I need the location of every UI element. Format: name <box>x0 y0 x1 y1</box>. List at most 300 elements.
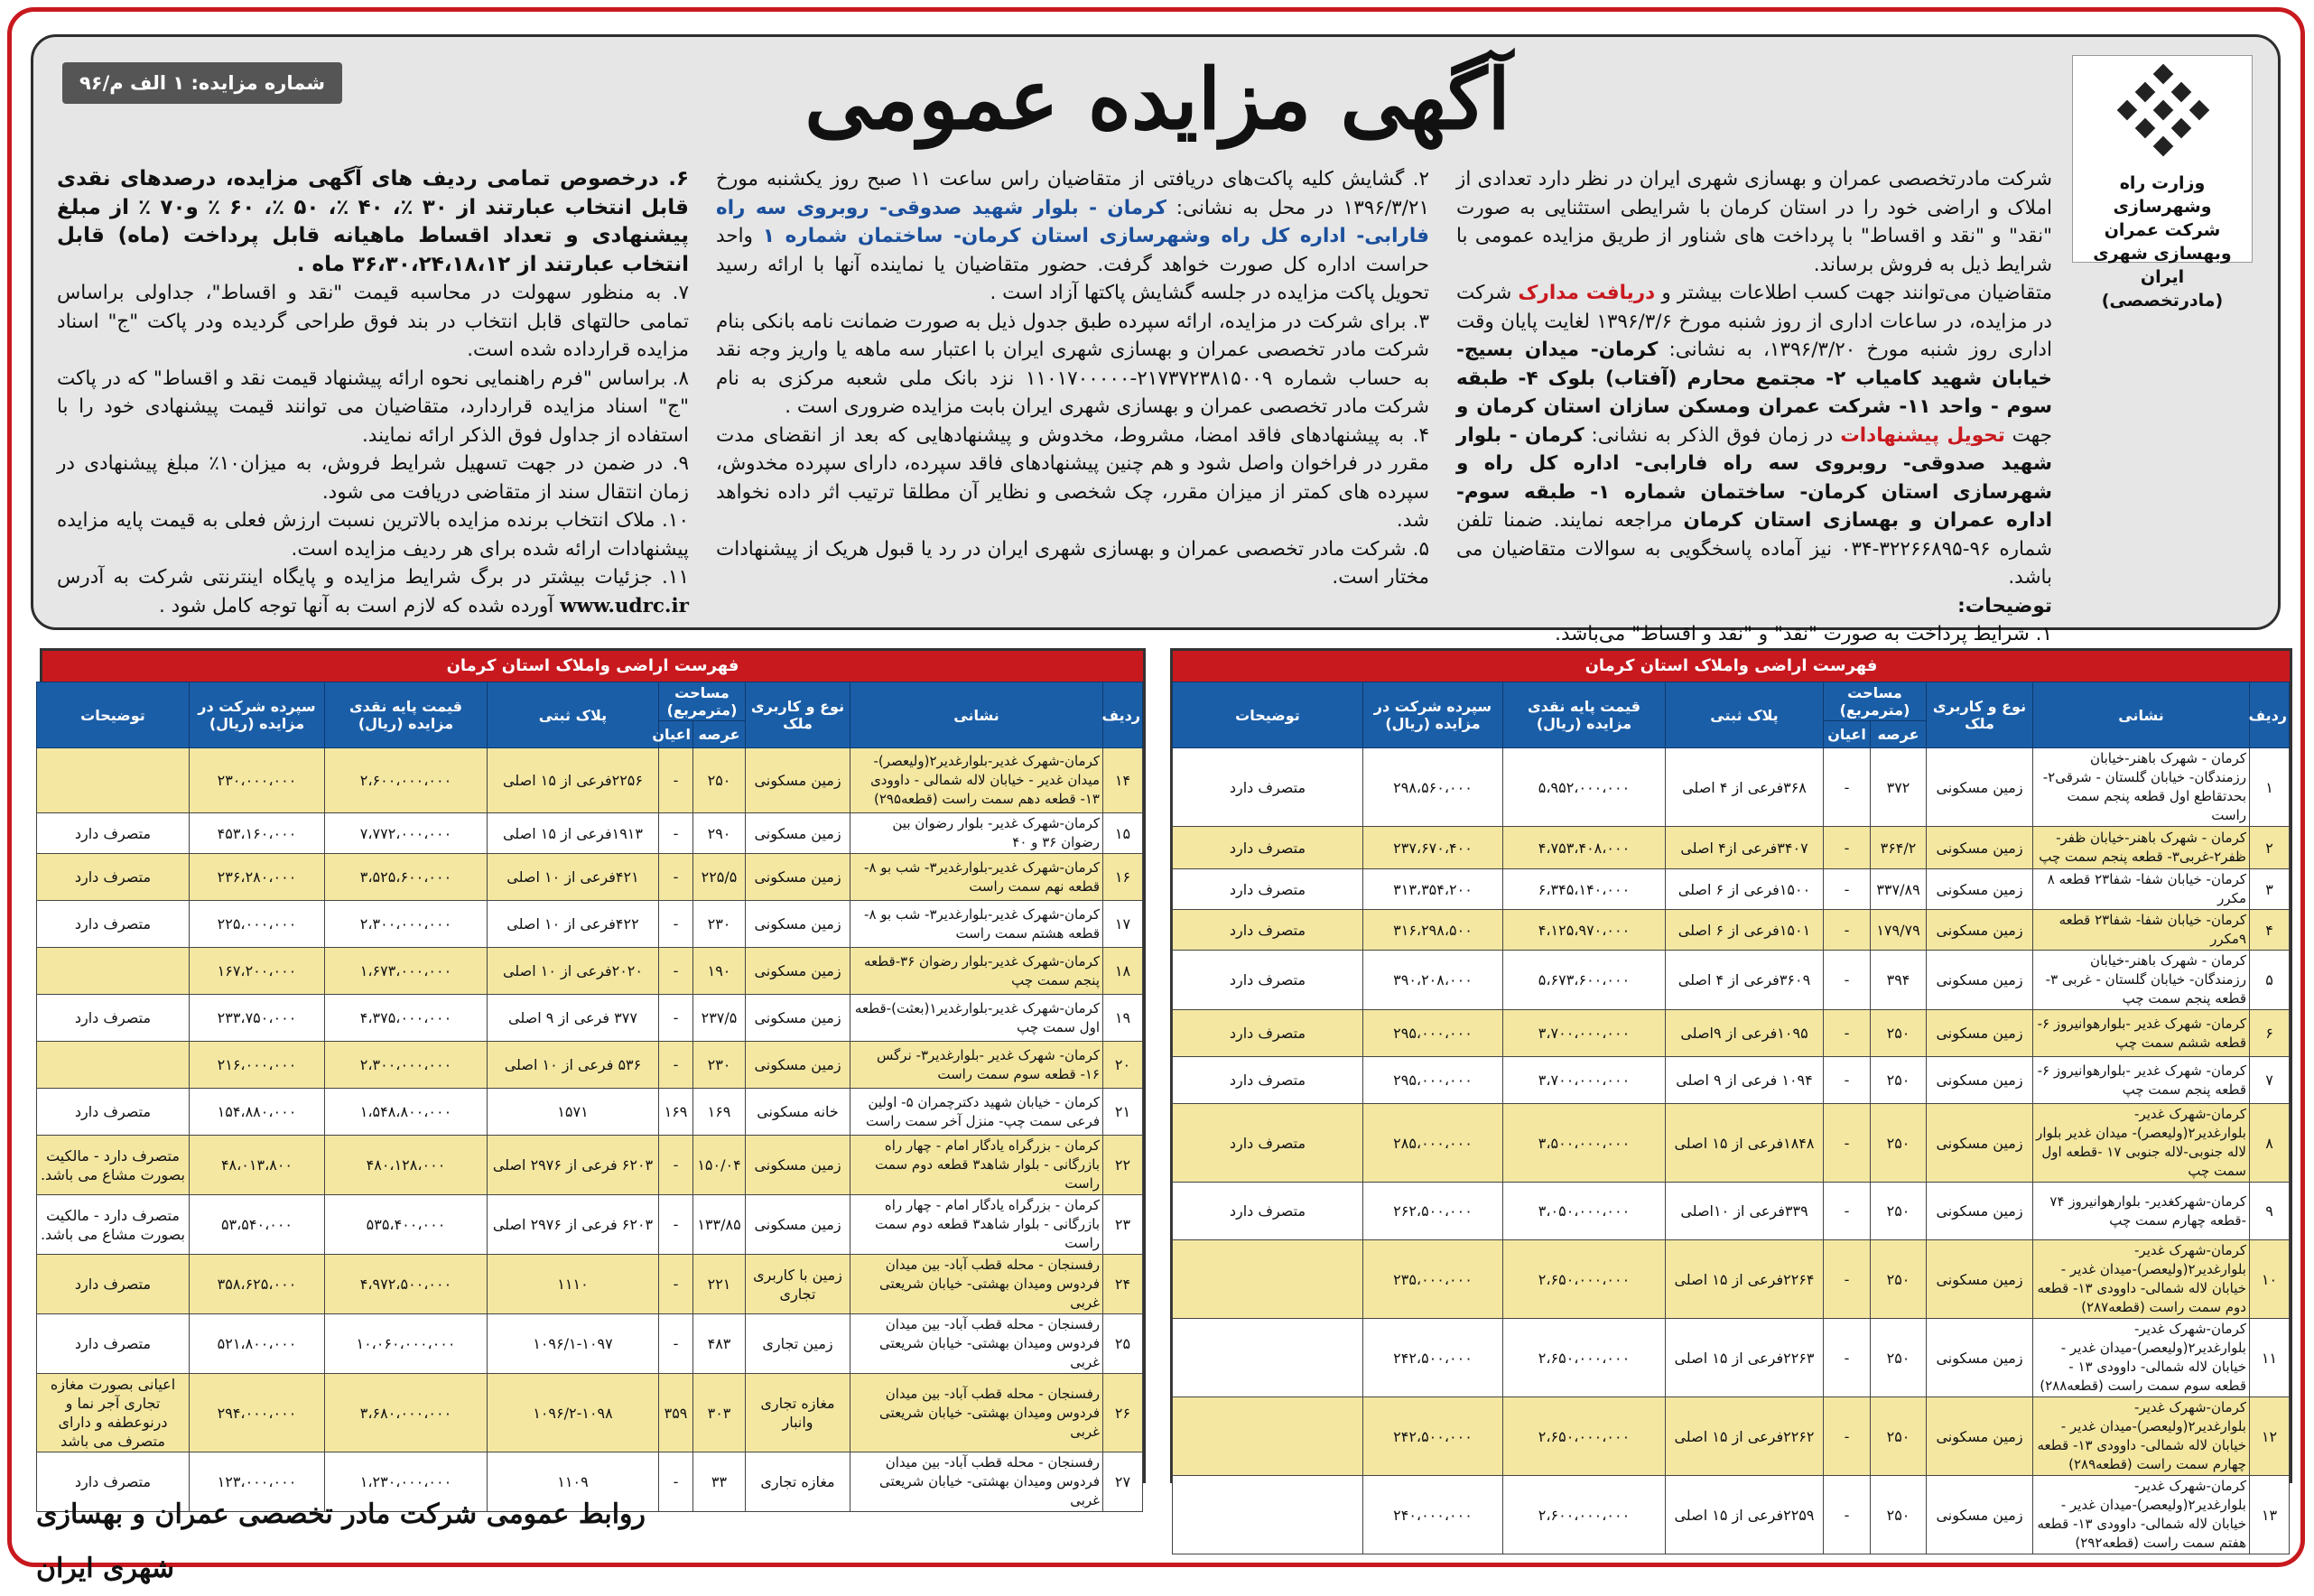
row-plaque: ۴۲۲فرعی از ۱۰ اصلی <box>487 901 658 948</box>
logo-line-2: شرکت عمران وبهسازی شهری ایران <box>2093 220 2232 287</box>
row-type: زمین مسکونی <box>746 901 850 948</box>
row-deposit: ۱۵۴،۸۸۰،۰۰۰ <box>189 1089 324 1136</box>
property-table-left <box>40 648 1146 1508</box>
row-deposit: ۲۸۵،۰۰۰،۰۰۰ <box>1362 1104 1502 1183</box>
table-row <box>1172 1319 2289 1397</box>
table-row <box>1172 910 2289 951</box>
row-plaque: ۴۲۱فرعی از ۱۰ اصلی <box>487 854 658 901</box>
row-deposit: ۲۳۶،۲۸۰،۰۰۰ <box>189 854 324 901</box>
table-row <box>1172 827 2289 869</box>
table-row <box>1172 1240 2289 1319</box>
row-number: ۱۰ <box>2250 1240 2290 1319</box>
note-1: ۱. شرایط پرداخت به صورت "نقد" و "نقد و اقساط" می‌باشد. <box>1555 623 2052 645</box>
row-number: ۵ <box>2250 951 2290 1010</box>
row-notes: متصرف دارد <box>1172 951 1362 1010</box>
row-base-price: ۳،۷۰۰،۰۰۰،۰۰۰ <box>1502 1057 1665 1104</box>
note-9: ۹. در ضمن در جهت تسهیل شرایط فروش، به میزان۱۰٪ مبلغ پیشنهادی در زمان انتقال سند از متقاضی دریافت می شود. <box>57 452 689 504</box>
row-type: مغازه تجاری <box>746 1452 850 1512</box>
row-plaque: ۱۱۱۰ <box>487 1255 658 1314</box>
row-area-building: - <box>1823 1319 1870 1397</box>
row-area-land: ۲۵۰ <box>1871 1183 1927 1240</box>
row-number: ۱۳ <box>2250 1476 2290 1554</box>
row-address: کرمان-شهرک غدیر-بلوارغدیر۲(ولیعصر)-میدان غدیر - خیابان لاله شمالی- داوودی ۱۳- قطعه چهارم سمت راست (قطعه۲۸۹) <box>2033 1397 2250 1476</box>
table-row <box>36 995 1142 1042</box>
note-6: ۶. درخصوص تمامی ردیف های آگهی مزایده، درصدهای نقدی قابل انتخاب عبارتند از ۳۰ ٪، ۴۰ ٪، ۵۰ ٪، ۶۰ ٪ و۷۰ ٪ از مبلغ پیشنهادی و تعداد اقساط ماهیانه قابل پرداخت (ماه) قابل انتخاب عبارتند از ۳۶،۳۰،۲۴،۱۸،۱۲ ماه . <box>57 167 689 276</box>
row-base-price: ۳،۶۸۰،۰۰۰،۰۰۰ <box>324 1374 487 1452</box>
row-area-building: - <box>1823 910 1870 951</box>
row-deposit: ۲۹۵،۰۰۰،۰۰۰ <box>1362 1057 1502 1104</box>
row-number: ۸ <box>2250 1104 2290 1183</box>
row-base-price: ۴،۱۲۵،۹۷۰،۰۰۰ <box>1502 910 1665 951</box>
row-area-building: - <box>1823 869 1870 910</box>
row-area-building: - <box>1823 1057 1870 1104</box>
intro-paragraph: شرکت مادرتخصصی عمران و بهسازی شهری ایران در نظر دارد تعدادی از املاک و اراضی خود را در استان کرمان با شرایطی استثنایی به صورت "نقد" و "نقد و اقساط" با پرداخت های شناور از طریق مزایده عمومی با شرایط ذیل به فروش برساند. <box>1456 168 2052 276</box>
row-area-building: - <box>658 995 692 1042</box>
row-type: زمین مسکونی <box>746 1042 850 1089</box>
row-plaque: ۵۳۶ فرعی از ۱۰ اصلی <box>487 1042 658 1089</box>
logo-line-1: وزارت راه وشهرسازی <box>2113 173 2212 217</box>
table-row <box>1172 1183 2289 1240</box>
header-area-building: اعیان <box>1823 721 1870 748</box>
auction-number-badge: شماره مزایده: ۱ الف م/۹۶ <box>62 62 342 104</box>
row-address: کرمان- شهرک غدیر -بلوارهوانیروز ۶-قطعه پنجم سمت چپ <box>2033 1057 2250 1104</box>
row-plaque: ۲۲۶۴فرعی از ۱۵ اصلی <box>1665 1240 1823 1319</box>
row-notes: متصرف دارد <box>1172 1057 1362 1104</box>
row-notes: اعیانی بصورت مغازه تجاری آجر نما و درنوعطفه و دارای متصرف می باشد <box>36 1374 189 1452</box>
header-area-land: عرصه <box>1871 721 1927 748</box>
note-4: ۴. به پیشنهادهای فاقد امضا، مشروط، مخدوش و پیشنهادهایی که بعد از انقضای مدت مقرر در فراخوان واصل شود و هم چنین پیشنهادهای فاقد سپرده، دارای سپرده مخدوش، سپرده های کمتر از میزان مقرر، چک شخصی و نظایر آن مطلقا ترتیب اثر داده نخواهد شد. <box>716 423 1429 532</box>
table-row <box>1172 1476 2289 1554</box>
table-row <box>1172 748 2289 827</box>
row-notes: متصرف دارد <box>36 854 189 901</box>
row-type: زمین مسکونی <box>746 948 850 995</box>
row-area-building: - <box>658 1195 692 1255</box>
row-deposit: ۵۳،۵۴۰،۰۰۰ <box>189 1195 324 1255</box>
row-number: ۱۴ <box>1103 748 1143 813</box>
row-area-land: ۲۲۵/۵ <box>693 854 746 901</box>
row-notes: متصرف دارد <box>1172 827 1362 869</box>
header-base-price: قیمت پایه نقدی مزایده (ریال) <box>1502 682 1665 748</box>
row-type: زمین مسکونی <box>1927 1057 2033 1104</box>
row-area-land: ۲۵۰ <box>693 748 746 813</box>
row-type: زمین مسکونی <box>1927 1240 2033 1319</box>
row-area-building: - <box>658 1452 692 1512</box>
note-10: ۱۰. ملاک انتخاب برنده مزایده بالاترین نسبت ارزش فعلی به قیمت پایه مزایده پیشنهادات ارائه شده برای هر ردیف مزایده است. <box>57 509 689 561</box>
row-type: زمین مسکونی <box>1927 1183 2033 1240</box>
row-deposit: ۲۴۰،۰۰۰،۰۰۰ <box>1362 1476 1502 1554</box>
row-address: کرمان - شهرک باهنر-خیابان ظفر-ظفر۲-غربی۳- قطعه پنجم سمت چپ <box>2033 827 2250 869</box>
row-number: ۷ <box>2250 1057 2290 1104</box>
row-plaque: ۳۷۷ فرعی از ۹ اصلی <box>487 995 658 1042</box>
row-deposit: ۴۸،۰۱۳،۸۰۰ <box>189 1136 324 1195</box>
row-plaque: ۱۰۹۵فرعی از ۹اصلی <box>1665 1010 1823 1057</box>
row-area-building: - <box>658 901 692 948</box>
row-address: کرمان - بزرگراه یادگار امام - چهار راه بازرگانی - بلوار شاهد۳ قطعه دوم سمت راست <box>850 1136 1103 1195</box>
table-row <box>36 748 1142 813</box>
row-plaque: ۱۵۰۱فرعی از ۶ اصلی <box>1665 910 1823 951</box>
row-address: کرمان- شهرک غدیر -بلوارهوانیروز ۶-قطعه ششم سمت چپ <box>2033 1010 2250 1057</box>
row-address: کرمان- خیابان شفا- شفا۲۳ قطعه ۸ مکرر <box>2033 869 2250 910</box>
row-area-building: - <box>658 854 692 901</box>
row-area-building: - <box>658 1255 692 1314</box>
row-base-price: ۳،۷۰۰،۰۰۰،۰۰۰ <box>1502 1010 1665 1057</box>
row-type: زمین مسکونی <box>1927 1319 2033 1397</box>
row-address: کرمان - شهرک باهنر-خیابان رزمندگان- خیابان گلستان - غربی ۳- قطعه پنجم سمت چپ <box>2033 951 2250 1010</box>
row-notes <box>1172 1397 1362 1476</box>
row-area-land: ۲۳۰ <box>693 1042 746 1089</box>
row-area-land: ۳۰۳ <box>693 1374 746 1452</box>
row-base-price: ۲،۶۰۰،۰۰۰،۰۰۰ <box>324 748 487 813</box>
header-address: نشانی <box>850 682 1103 748</box>
note-2: ۲. گشایش کلیه پاکت‌های دریافتی از متقاضیان راس ساعت ۱۱ صبح روز یکشنبه مورخ ۱۳۹۶/۳/۲۱ در محل به نشانی: کرمان - بلوار شهید صدوقی- روبروی سه راه فارابی- اداره کل راه وشهرسازی استان کرمان- ساختمان شماره ۱ واحد حراست اداره کل صورت خواهد گرفت. حضور متقاضیان یا نماینده آنها با ارائه رسید تحویل پاکت مزایده در جلسه گشایش پاکتها آزاد است . <box>716 168 1429 304</box>
row-base-price: ۲،۳۰۰،۰۰۰،۰۰۰ <box>324 1042 487 1089</box>
header-deposit: سپرده شرکت در مزایده (ریال) <box>189 682 324 748</box>
row-base-price: ۴۸۰،۱۲۸،۰۰۰ <box>324 1136 487 1195</box>
row-type: زمین با کاربری تجاری <box>746 1255 850 1314</box>
table-row <box>36 1195 1142 1255</box>
row-base-price: ۳،۰۵۰،۰۰۰،۰۰۰ <box>1502 1183 1665 1240</box>
header-type: نوع و کاربری ملک <box>746 682 850 748</box>
table-row <box>36 948 1142 995</box>
row-plaque: ۳۳۹فرعی از ۱۰اصلی <box>1665 1183 1823 1240</box>
row-type: زمین مسکونی <box>1927 748 2033 827</box>
row-notes: متصرف دارد <box>1172 748 1362 827</box>
row-deposit: ۲۴۲،۵۰۰،۰۰۰ <box>1362 1319 1502 1397</box>
row-deposit: ۴۵۳،۱۶۰،۰۰۰ <box>189 813 324 854</box>
row-area-land: ۲۵۰ <box>1871 1104 1927 1183</box>
row-deposit: ۳۱۶،۲۹۸،۵۰۰ <box>1362 910 1502 951</box>
row-number: ۶ <box>2250 1010 2290 1057</box>
ministry-logo <box>2072 55 2253 311</box>
row-address: رفسنجان - محله قطب آباد- بین میدان فردوس ومیدان بهشتی- خیابان شریعتی غربی <box>850 1314 1103 1374</box>
row-deposit: ۲۹۸،۵۶۰،۰۰۰ <box>1362 748 1502 827</box>
row-area-building: - <box>1823 1476 1870 1554</box>
table-caption: فهرست اراضی واملاک استان کرمان <box>42 651 1143 682</box>
row-type: زمین مسکونی <box>1927 869 2033 910</box>
row-deposit: ۲۲۵،۰۰۰،۰۰۰ <box>189 901 324 948</box>
row-notes: متصرف دارد <box>36 1452 189 1512</box>
table-row <box>36 1255 1142 1314</box>
property-table <box>1172 682 2290 1554</box>
row-area-land: ۲۲۱ <box>693 1255 746 1314</box>
row-number: ۲۵ <box>1103 1314 1143 1374</box>
property-table <box>36 682 1143 1512</box>
row-address: کرمان-شهرکغدیر- بلوارهوانیروز ۷۴ -قطعه چهارم سمت چپ <box>2033 1183 2250 1240</box>
row-deposit: ۵۲۱،۸۰۰،۰۰۰ <box>189 1314 324 1374</box>
row-plaque: ۶۲۰۳ فرعی از ۲۹۷۶ اصلی <box>487 1136 658 1195</box>
row-plaque: ۲۲۶۳فرعی از ۱۵ اصلی <box>1665 1319 1823 1397</box>
row-address: کرمان-شهرک غدیر-بلوارغدیر۲(ولیعصر)-میدان غدیر - خیابان لاله شمالی- داوودی ۱۳- قطعه هفتم سمت راست (قطعه۲۹۲) <box>2033 1476 2250 1554</box>
row-number: ۲۶ <box>1103 1374 1143 1452</box>
row-type: خانه مسکونی <box>746 1089 850 1136</box>
row-area-land: ۲۳۰ <box>693 901 746 948</box>
row-type: زمین مسکونی <box>746 854 850 901</box>
row-type: زمین تجاری <box>746 1314 850 1374</box>
row-address: کرمان- شهرک غدیر -بلوارغدیر۳- نرگس ۱۶- قطعه سوم سمت راست <box>850 1042 1103 1089</box>
row-number: ۲۰ <box>1103 1042 1143 1089</box>
table-row <box>1172 1104 2289 1183</box>
row-notes <box>1172 1319 1362 1397</box>
table-row <box>36 854 1142 901</box>
property-table-right <box>1170 648 2292 1551</box>
row-address: رفسنجان - محله قطب آباد- بین میدان فردوس ومیدان بهشتی- خیابان شریعتی غربی <box>850 1255 1103 1314</box>
row-area-land: ۱۵۰/۰۴ <box>693 1136 746 1195</box>
row-address: کرمان - بزرگراه یادگار امام - چهار راه بازرگانی - بلوار شاهد۳ قطعه دوم سمت راست <box>850 1195 1103 1255</box>
row-number: ۲۷ <box>1103 1452 1143 1512</box>
table-row <box>36 1374 1142 1452</box>
row-address: کرمان - شهرک باهنر-خیابان رزمندگان- خیابان گلستان - شرقی۲- بحدتقاطع اول قطعه پنجم سمت راست <box>2033 748 2250 827</box>
row-area-building: - <box>1823 1240 1870 1319</box>
row-address: کرمان-شهرک غدیر-بلوارغدیر۳- شب بو ۸-قطعه هشتم سمت راست <box>850 901 1103 948</box>
logo-line-3: (مادرتخصصی) <box>2101 291 2224 311</box>
row-notes <box>36 748 189 813</box>
announcement-panel <box>31 34 2281 645</box>
row-notes: متصرف دارد <box>36 995 189 1042</box>
row-notes: متصرف دارد <box>1172 910 1362 951</box>
table-row <box>1172 1397 2289 1476</box>
row-base-price: ۲،۶۵۰،۰۰۰،۰۰۰ <box>1502 1319 1665 1397</box>
row-address: کرمان-شهرک غدیر-بلوارغدیر۲(ولیعصر)-میدان غدیر - خیابان لاله شمالی - داوودی ۱۳- قطعه دهم سمت راست (قطعه۲۹۵) <box>850 748 1103 813</box>
page-title: آگهی مزایده عمومی <box>804 51 1510 148</box>
row-area-land: ۱۷۹/۷۹ <box>1871 910 1927 951</box>
row-base-price: ۱،۵۴۸،۸۰۰،۰۰۰ <box>324 1089 487 1136</box>
header-deposit: سپرده شرکت در مزایده (ریال) <box>1362 682 1502 748</box>
row-plaque: ۱۰۹۴ فرعی از ۹ اصلی <box>1665 1057 1823 1104</box>
row-area-land: ۲۵۰ <box>1871 1476 1927 1554</box>
row-deposit: ۱۲۳،۰۰۰،۰۰۰ <box>189 1452 324 1512</box>
table-caption: فهرست اراضی واملاک استان کرمان <box>1173 651 2290 682</box>
row-type: زمین مسکونی <box>1927 1104 2033 1183</box>
row-area-land: ۲۵۰ <box>1871 1397 1927 1476</box>
row-deposit: ۲۳۷،۶۷۰،۴۰۰ <box>1362 827 1502 869</box>
header-notes: توضیحات <box>1172 682 1362 748</box>
row-plaque: ۲۲۵۹فرعی از ۱۵ اصلی <box>1665 1476 1823 1554</box>
row-address: رفسنجان - محله قطب آباد- بین میدان فردوس ومیدان بهشتی- خیابان شریعتی غربی <box>850 1452 1103 1512</box>
row-notes: متصرف دارد - مالکیت بصورت مشاع می باشد. <box>36 1195 189 1255</box>
note-8: ۸. براساس "فرم راهنمایی نحوه ارائه پیشنهاد قیمت نقد و اقساط" که در پاکت "ج" اسناد مزایده قراردارد، متقاضیان می توانند قیمت پیشنهادی خود را با استفاده از جداول فوق الذکر ارائه نمایند. <box>57 367 689 447</box>
header-plaque: پلاک ثبتی <box>487 682 658 748</box>
row-type: زمین مسکونی <box>1927 1397 2033 1476</box>
row-area-land: ۱۳۳/۸۵ <box>693 1195 746 1255</box>
row-area-land: ۳۳۷/۸۹ <box>1871 869 1927 910</box>
row-area-land: ۲۵۰ <box>1871 1010 1927 1057</box>
row-plaque: ۱۵۷۱ <box>487 1089 658 1136</box>
header-area-building: اعیان <box>658 721 692 748</box>
row-area-land: ۲۵۰ <box>1871 1057 1927 1104</box>
row-area-building: - <box>658 948 692 995</box>
row-notes <box>1172 1240 1362 1319</box>
row-number: ۱۲ <box>2250 1397 2290 1476</box>
row-notes: متصرف دارد <box>36 813 189 854</box>
row-base-price: ۱،۶۷۳،۰۰۰،۰۰۰ <box>324 948 487 995</box>
row-deposit: ۳۹۰،۲۰۸،۰۰۰ <box>1362 951 1502 1010</box>
row-number: ۹ <box>2250 1183 2290 1240</box>
row-base-price: ۳،۵۰۰،۰۰۰،۰۰۰ <box>1502 1104 1665 1183</box>
row-number: ۲۱ <box>1103 1089 1143 1136</box>
row-notes <box>1172 1476 1362 1554</box>
row-area-land: ۲۹۰ <box>693 813 746 854</box>
row-area-building: - <box>658 1314 692 1374</box>
row-plaque: ۶۲۰۳ فرعی از ۲۹۷۶ اصلی <box>487 1195 658 1255</box>
row-base-price: ۴،۳۷۵،۰۰۰،۰۰۰ <box>324 995 487 1042</box>
header-address: نشانی <box>2033 682 2250 748</box>
row-address: کرمان-شهرک غدیر-بلوارغدیر۳- شب بو ۸-قطعه نهم سمت راست <box>850 854 1103 901</box>
row-plaque: ۱۸۴۸فرعی از ۱۵ اصلی <box>1665 1104 1823 1183</box>
row-plaque: ۲۲۵۶فرعی از ۱۵ اصلی <box>487 748 658 813</box>
row-base-price: ۵۳۵،۴۰۰،۰۰۰ <box>324 1195 487 1255</box>
row-number: ۱ <box>2250 748 2290 827</box>
row-area-building: - <box>1823 827 1870 869</box>
row-type: مغازه تجاری وانبار <box>746 1374 850 1452</box>
row-area-land: ۲۵۰ <box>1871 1240 1927 1319</box>
row-area-building: - <box>1823 1104 1870 1183</box>
text-column-2 <box>716 165 1429 592</box>
documents-paragraph: متقاضیان می‌توانند جهت کسب اطلاعات بیشتر و دریافت مدارک شرکت در مزایده، در ساعات اداری از روز شنبه مورخ ۱۳۹۶/۳/۶ لغایت پایان وقت اداری روز شنبه مورخ ۱۳۹۶/۳/۲۰، به نشانی: کرمان- میدان بسیج- خیابان شهید کامیاب ۲- مجتمع محارم (آفتاب) بلوک ۴- طبقه سوم - واحد ۱۱- شرکت عمران ومسکن سازان استان کرمان و جهت تحویل پیشنهادات در زمان فوق الذکر به نشانی: کرمان - بلوار شهید صدوقی- روبروی سه راه فارابی- اداره کل راه و شهرسازی استان کرمان- ساختمان شماره ۱- طبقه سوم- اداره عمران و بهسازی استان کرمان مراجعه نمایند. ضمنا تلفن شماره ۹۶-۳۲۲۶۶۸۹۵-۰۳۴ نیز آماده پاسخگویی به سوالات متقاضیان می باشد. <box>1456 282 2053 589</box>
row-address: کرمان-شهرک غدیر- بلوار رضوان بین رضوان ۳۶ و ۴۰ <box>850 813 1103 854</box>
row-deposit: ۲۳۳،۷۵۰،۰۰۰ <box>189 995 324 1042</box>
row-plaque: ۳۶۰۹فرعی از ۴ اصلی <box>1665 951 1823 1010</box>
row-number: ۳ <box>2250 869 2290 910</box>
row-notes: متصرف دارد <box>36 1314 189 1374</box>
row-area-land: ۳۹۴ <box>1871 951 1927 1010</box>
row-type: زمین مسکونی <box>1927 1010 2033 1057</box>
row-area-land: ۴۸۳ <box>693 1314 746 1374</box>
row-number: ۱۹ <box>1103 995 1143 1042</box>
row-area-building: - <box>658 1042 692 1089</box>
header-row-no: ردیف <box>1103 682 1143 748</box>
row-address: کرمان-شهرک غدیر-بلوارغدیر۲(ولیعصر)-میدان غدیر - خیابان لاله شمالی- داوودی ۱۳- قطعه دوم سمت راست (قطعه۲۸۷) <box>2033 1240 2250 1319</box>
row-notes: متصرف دارد - مالکیت بصورت مشاع می باشد. <box>36 1136 189 1195</box>
row-plaque: ۱۰۹۶/۲-۱۰۹۸ <box>487 1374 658 1452</box>
row-deposit: ۲۹۴،۰۰۰،۰۰۰ <box>189 1374 324 1452</box>
row-base-price: ۲،۳۰۰،۰۰۰،۰۰۰ <box>324 901 487 948</box>
row-notes: متصرف دارد <box>36 1089 189 1136</box>
row-area-building: - <box>1823 1397 1870 1476</box>
row-type: زمین مسکونی <box>1927 951 2033 1010</box>
row-number: ۲۲ <box>1103 1136 1143 1195</box>
logo-lattice-icon <box>2109 65 2217 169</box>
row-base-price: ۱۰،۰۶۰،۰۰۰،۰۰۰ <box>324 1314 487 1374</box>
row-address: کرمان-شهرک غدیر-بلوارغدیر۲(ولیعصر)- میدان غدیر بلوار لاله جنوبی-لاله جنوبی ۱۷ -قطعه اول سمت چپ <box>2033 1104 2250 1183</box>
row-deposit: ۲۳۵،۰۰۰،۰۰۰ <box>1362 1240 1502 1319</box>
row-number: ۱۶ <box>1103 854 1143 901</box>
text-column-1 <box>1456 165 2052 649</box>
row-base-price: ۵،۹۵۲،۰۰۰،۰۰۰ <box>1502 748 1665 827</box>
row-deposit: ۲۳۰،۰۰۰،۰۰۰ <box>189 748 324 813</box>
row-plaque: ۱۰۹۶/۱-۱۰۹۷ <box>487 1314 658 1374</box>
row-notes: متصرف دارد <box>1172 1104 1362 1183</box>
table-row <box>1172 1057 2289 1104</box>
footer-public-relations: روابط عمومی شرکت مادر تخصصی عمران و بهسازی شهری ایران <box>36 1499 646 1584</box>
header-base-price: قیمت پایه نقدی مزایده (ریال) <box>324 682 487 748</box>
row-area-building: - <box>658 1136 692 1195</box>
row-base-price: ۶،۳۴۵،۱۴۰،۰۰۰ <box>1502 869 1665 910</box>
note-7: ۷. به منظور سهولت در محاسبه قیمت "نقد و اقساط"، جداولی براساس تمامی حالتهای قابل انتخاب در بند فوق طراحی گردیده ودر پاکت "ج" اسناد مزایده قرارداده شده است. <box>57 282 689 361</box>
row-area-land: ۱۶۹ <box>693 1089 746 1136</box>
text-column-3 <box>57 165 689 620</box>
row-area-land: ۲۳۷/۵ <box>693 995 746 1042</box>
row-type: زمین مسکونی <box>1927 1476 2033 1554</box>
row-plaque: ۱۵۰۰فرعی از ۶ اصلی <box>1665 869 1823 910</box>
row-plaque: ۱۱۰۹ <box>487 1452 658 1512</box>
row-plaque: ۳۴۰۷فرعی از۴ اصلی <box>1665 827 1823 869</box>
row-address: کرمان- خیابان شفا- شفا۲۳ قطعه ۹مکرر <box>2033 910 2250 951</box>
row-area-building: ۳۵۹ <box>658 1374 692 1452</box>
row-base-price: ۳،۵۲۵،۶۰۰،۰۰۰ <box>324 854 487 901</box>
row-plaque: ۲۲۶۲فرعی از ۱۵ اصلی <box>1665 1397 1823 1476</box>
row-notes: متصرف دارد <box>36 901 189 948</box>
row-deposit: ۲۹۵،۰۰۰،۰۰۰ <box>1362 1010 1502 1057</box>
row-number: ۲ <box>2250 827 2290 869</box>
row-base-price: ۵،۶۷۳،۶۰۰،۰۰۰ <box>1502 951 1665 1010</box>
header-plaque: پلاک ثبتی <box>1665 682 1823 748</box>
website-link[interactable]: www.udrc.ir <box>560 594 689 617</box>
row-number: ۱۷ <box>1103 901 1143 948</box>
row-number: ۱۱ <box>2250 1319 2290 1397</box>
table-row <box>1172 1010 2289 1057</box>
row-base-price: ۲،۶۵۰،۰۰۰،۰۰۰ <box>1502 1397 1665 1476</box>
table-row <box>36 1136 1142 1195</box>
row-area-building: - <box>658 748 692 813</box>
table-row <box>36 813 1142 854</box>
row-number: ۱۸ <box>1103 948 1143 995</box>
row-notes: متصرف دارد <box>1172 1183 1362 1240</box>
row-deposit: ۲۱۶،۰۰۰،۰۰۰ <box>189 1042 324 1089</box>
row-number: ۴ <box>2250 910 2290 951</box>
table-row <box>36 1089 1142 1136</box>
table-row <box>36 901 1142 948</box>
row-deposit: ۲۶۲،۵۰۰،۰۰۰ <box>1362 1183 1502 1240</box>
row-address: کرمان-شهرک غدیر-بلوارغدیر۲(ولیعصر)-میدان غدیر - خیابان لاله شمالی- داوودی ۱۳ - قطعه سوم سمت راست (قطعه۲۸۸) <box>2033 1319 2250 1397</box>
header-area-land: عرصه <box>693 721 746 748</box>
row-plaque: ۱۹۱۳فرعی از ۱۵ اصلی <box>487 813 658 854</box>
row-plaque: ۳۶۸فرعی از ۴ اصلی <box>1665 748 1823 827</box>
row-base-price: ۲،۶۰۰،۰۰۰،۰۰۰ <box>1502 1476 1665 1554</box>
row-address: کرمان-شهرک غدیر-بلوار رضوان ۳۶-قطعه پنجم سمت چپ <box>850 948 1103 995</box>
header-notes: توضیحات <box>36 682 189 748</box>
note-3: ۳. برای شرکت در مزایده، ارائه سپرده طبق جدول ذیل به صورت ضمانت نامه بانکی بنام شرکت مادر تخصصی عمران و بهسازی شهری ایران با اعتبار سه ماهه یا واریز وجه نقد به حساب شماره ۲۱۷۳۷۲۳۸۱۵۰۰۹-۱۱۰۱۷۰۰۰۰۰ نزد بانک ملی شعبه مرکزی به نام شرکت مادر تخصصی عمران و بهسازی شهری ایران بابت مزایده ضروری است . <box>716 310 1429 418</box>
row-area-land: ۳۶۴/۲ <box>1871 827 1927 869</box>
row-base-price: ۲،۶۵۰،۰۰۰،۰۰۰ <box>1502 1240 1665 1319</box>
row-base-price: ۴،۹۷۲،۵۰۰،۰۰۰ <box>324 1255 487 1314</box>
row-area-land: ۳۳ <box>693 1452 746 1512</box>
row-type: زمین مسکونی <box>746 813 850 854</box>
table-row <box>36 1314 1142 1374</box>
row-base-price: ۷،۷۷۲،۰۰۰،۰۰۰ <box>324 813 487 854</box>
header-area: مساحت (مترمربع) <box>1823 682 1926 721</box>
row-address: کرمان-شهرک غدیر-بلوارغدیر۱(بعثت)-قطعه اول سمت چپ <box>850 995 1103 1042</box>
table-row <box>1172 869 2289 910</box>
table-row <box>1172 951 2289 1010</box>
row-type: زمین مسکونی <box>746 995 850 1042</box>
row-area-land: ۳۷۲ <box>1871 748 1927 827</box>
row-type: زمین مسکونی <box>746 748 850 813</box>
row-address: رفسنجان - محله قطب آباد- بین میدان فردوس ومیدان بهشتی- خیابان شریعتی غربی <box>850 1374 1103 1452</box>
row-deposit: ۲۴۲،۵۰۰،۰۰۰ <box>1362 1397 1502 1476</box>
note-5: ۵. شرکت مادر تخصصی عمران و بهسازی شهری ایران در رد یا قبول هریک از پیشنهادات مختار است. <box>716 537 1429 589</box>
table-row <box>36 1042 1142 1089</box>
note-11: ۱۱. جزئیات بیشتر در برگ شرایط مزایده و پایگاه اینترنتی شرکت به آدرس www.udrc.ir آورده شده که لازم است به آنها توجه کامل شود . <box>57 566 689 617</box>
row-plaque: ۲۰۲۰فرعی از ۱۰ اصلی <box>487 948 658 995</box>
row-area-land: ۱۹۰ <box>693 948 746 995</box>
row-area-land: ۲۵۰ <box>1871 1319 1927 1397</box>
row-area-building: - <box>1823 748 1870 827</box>
row-number: ۱۵ <box>1103 813 1143 854</box>
row-number: ۲۳ <box>1103 1195 1143 1255</box>
row-area-building: ۱۶۹ <box>658 1089 692 1136</box>
row-type: زمین مسکونی <box>1927 827 2033 869</box>
row-area-building: - <box>658 813 692 854</box>
